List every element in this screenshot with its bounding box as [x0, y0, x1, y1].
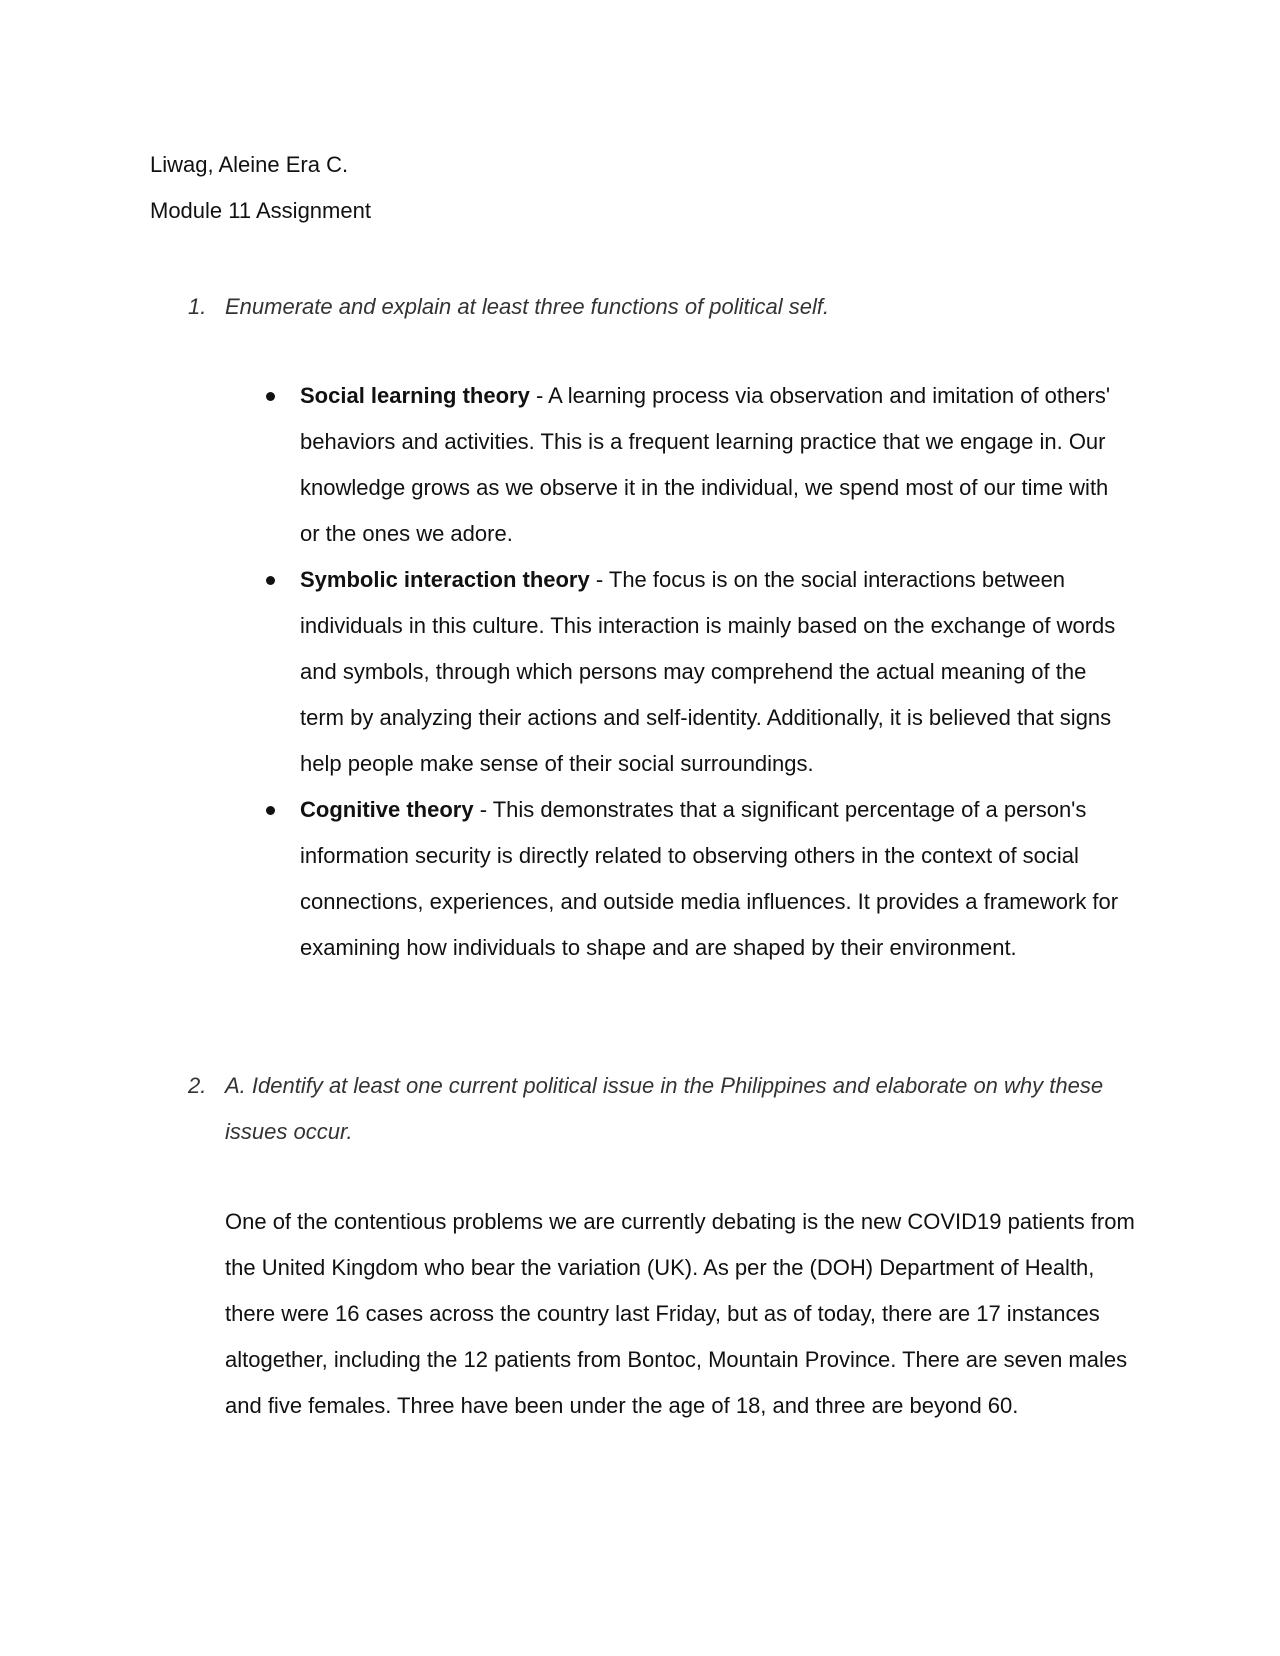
- list-item: [262, 557, 1132, 787]
- bullet-icon: [266, 806, 275, 815]
- theory-term: Symbolic interaction theory: [300, 567, 590, 592]
- list-item: [262, 373, 1132, 557]
- bullet-icon: [266, 392, 275, 401]
- theory-list: [262, 373, 1132, 971]
- question-2: [188, 1063, 1128, 1155]
- theory-description: - This demonstrates that a significant percentage of a person's information security is directly related to observing others in the context of social connections, experiences, and outside media influences. It provides a framework for examining how individuals to shape and are shaped by their environment.: [300, 797, 1119, 960]
- question-2-number: 2.: [188, 1073, 207, 1098]
- list-item: [262, 787, 1132, 971]
- question-2-text: A. Identify at least one current political issue in the Philippines and elaborate on why these issues occur.: [225, 1073, 1104, 1144]
- question-1: [188, 284, 1128, 330]
- theory-term: Cognitive theory: [300, 797, 474, 822]
- question-1-number: 1.: [188, 294, 207, 319]
- theory-term: Social learning theory: [300, 383, 530, 408]
- theory-description: - The focus is on the social interactions between individuals in this culture. This interaction is mainly based on the exchange of words and symbols, through which persons may comprehend the actual meaning of the term by analyzing their actions and self-identity. Additionally, it is believed that signs help people make sense of their social surroundings.: [300, 567, 1116, 776]
- question-1-text: Enumerate and explain at least three functions of political self.: [225, 294, 830, 319]
- author-name: Liwag, Aleine Era C.: [150, 152, 349, 177]
- assignment-title: Module 11 Assignment: [150, 198, 371, 223]
- theory-description: - A learning process via observation and imitation of others' behaviors and activities. This is a frequent learning practice that we engage in. Our knowledge grows as we observe it in the individual, we spend most of our time with or the ones we adore.: [300, 383, 1111, 546]
- answer-paragraph: One of the contentious problems we are currently debating is the new COVID19 patients from the United Kingdom who bear the variation (UK). As per the (DOH) Department of Health, there were 16 cases across the country last Friday, but as of today, there are 17 instances altogether, including the 12 patients from Bontoc, Mountain Province. There are seven males and five females. Three have been under the age of 18, and three are beyond 60.: [225, 1209, 1135, 1418]
- bullet-icon: [266, 576, 275, 585]
